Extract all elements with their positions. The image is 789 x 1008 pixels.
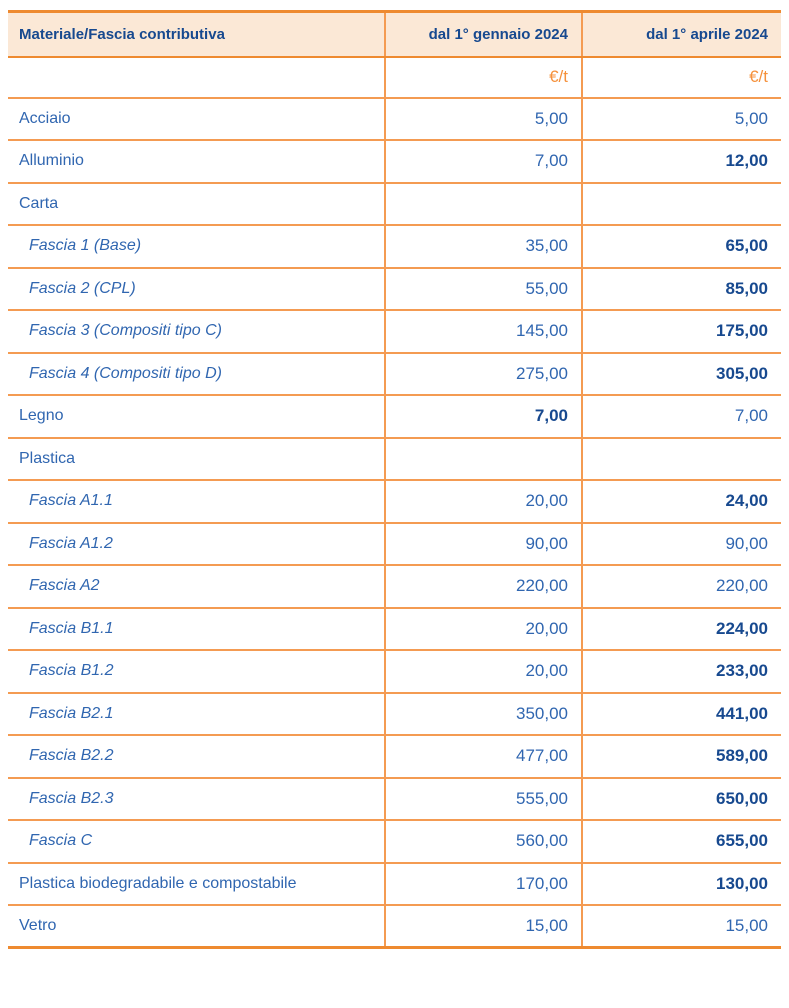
table-row — [8, 225, 781, 268]
value-aprile: 589,00 — [582, 735, 781, 778]
material-label: Fascia 1 (Base) — [8, 225, 385, 268]
value-gennaio: 35,00 — [385, 225, 582, 268]
material-label: Legno — [8, 395, 385, 438]
table-row — [8, 863, 781, 906]
material-label: Acciaio — [8, 98, 385, 141]
value-aprile: 15,00 — [582, 905, 781, 948]
value-aprile: 175,00 — [582, 310, 781, 353]
table-row — [8, 608, 781, 651]
material-label: Fascia B1.1 — [8, 608, 385, 651]
header-dal-aprile-2024: dal 1° aprile 2024 — [582, 12, 781, 57]
table-row — [8, 820, 781, 863]
value-gennaio: 90,00 — [385, 523, 582, 566]
table-row — [8, 693, 781, 736]
header-material-fascia: Materiale/Fascia contributiva — [8, 12, 385, 57]
value-aprile: 650,00 — [582, 778, 781, 821]
material-label: Fascia B2.1 — [8, 693, 385, 736]
value-gennaio: 170,00 — [385, 863, 582, 906]
value-aprile: 130,00 — [582, 863, 781, 906]
unit-empty-cell — [8, 57, 385, 98]
value-gennaio: 7,00 — [385, 140, 582, 183]
value-gennaio: 55,00 — [385, 268, 582, 311]
value-gennaio: 350,00 — [385, 693, 582, 736]
table-row — [8, 905, 781, 948]
contribution-table-container — [8, 10, 781, 949]
value-aprile: 655,00 — [582, 820, 781, 863]
table-row — [8, 565, 781, 608]
value-aprile: 90,00 — [582, 523, 781, 566]
value-gennaio: 15,00 — [385, 905, 582, 948]
material-label: Carta — [8, 183, 385, 226]
material-label: Fascia 4 (Compositi tipo D) — [8, 353, 385, 396]
table-row — [8, 735, 781, 778]
material-label: Plastica biodegradabile e compostabile — [8, 863, 385, 906]
value-gennaio: 220,00 — [385, 565, 582, 608]
value-aprile: 65,00 — [582, 225, 781, 268]
header-row — [8, 12, 781, 57]
material-label: Alluminio — [8, 140, 385, 183]
table-header — [8, 12, 781, 57]
value-aprile: 305,00 — [582, 353, 781, 396]
table-row — [8, 353, 781, 396]
table-row — [8, 98, 781, 141]
table-row — [8, 140, 781, 183]
material-label: Fascia A1.1 — [8, 480, 385, 523]
value-aprile: 5,00 — [582, 98, 781, 141]
value-gennaio: 5,00 — [385, 98, 582, 141]
value-aprile: 224,00 — [582, 608, 781, 651]
value-aprile: 12,00 — [582, 140, 781, 183]
table-row — [8, 395, 781, 438]
value-aprile: 233,00 — [582, 650, 781, 693]
table-row — [8, 650, 781, 693]
material-label: Fascia 2 (CPL) — [8, 268, 385, 311]
table-row — [8, 438, 781, 481]
value-gennaio: 555,00 — [385, 778, 582, 821]
value-aprile: 441,00 — [582, 693, 781, 736]
table-body — [8, 57, 781, 948]
value-aprile — [582, 183, 781, 226]
value-gennaio: 145,00 — [385, 310, 582, 353]
table-row — [8, 523, 781, 566]
value-gennaio: 7,00 — [385, 395, 582, 438]
material-label: Fascia B2.3 — [8, 778, 385, 821]
material-label: Fascia B2.2 — [8, 735, 385, 778]
unit-gennaio: €/t — [385, 57, 582, 98]
value-gennaio — [385, 438, 582, 481]
material-label: Fascia B1.2 — [8, 650, 385, 693]
material-label: Plastica — [8, 438, 385, 481]
unit-aprile: €/t — [582, 57, 781, 98]
value-aprile: 85,00 — [582, 268, 781, 311]
table-row — [8, 778, 781, 821]
table-row — [8, 268, 781, 311]
value-gennaio: 20,00 — [385, 650, 582, 693]
table-row — [8, 310, 781, 353]
table-row — [8, 480, 781, 523]
value-gennaio: 275,00 — [385, 353, 582, 396]
material-label: Fascia C — [8, 820, 385, 863]
contribution-table — [8, 10, 781, 949]
header-dal-gennaio-2024: dal 1° gennaio 2024 — [385, 12, 582, 57]
material-label: Fascia 3 (Compositi tipo C) — [8, 310, 385, 353]
table-row — [8, 183, 781, 226]
value-gennaio: 477,00 — [385, 735, 582, 778]
value-gennaio: 20,00 — [385, 608, 582, 651]
value-aprile: 220,00 — [582, 565, 781, 608]
value-gennaio: 560,00 — [385, 820, 582, 863]
material-label: Vetro — [19, 917, 57, 934]
unit-row — [8, 57, 781, 98]
material-label: Fascia A1.2 — [8, 523, 385, 566]
value-aprile: 7,00 — [582, 395, 781, 438]
material-label: Fascia A2 — [8, 565, 385, 608]
value-aprile — [582, 438, 781, 481]
value-gennaio: 20,00 — [385, 480, 582, 523]
value-aprile: 24,00 — [582, 480, 781, 523]
value-gennaio — [385, 183, 582, 226]
